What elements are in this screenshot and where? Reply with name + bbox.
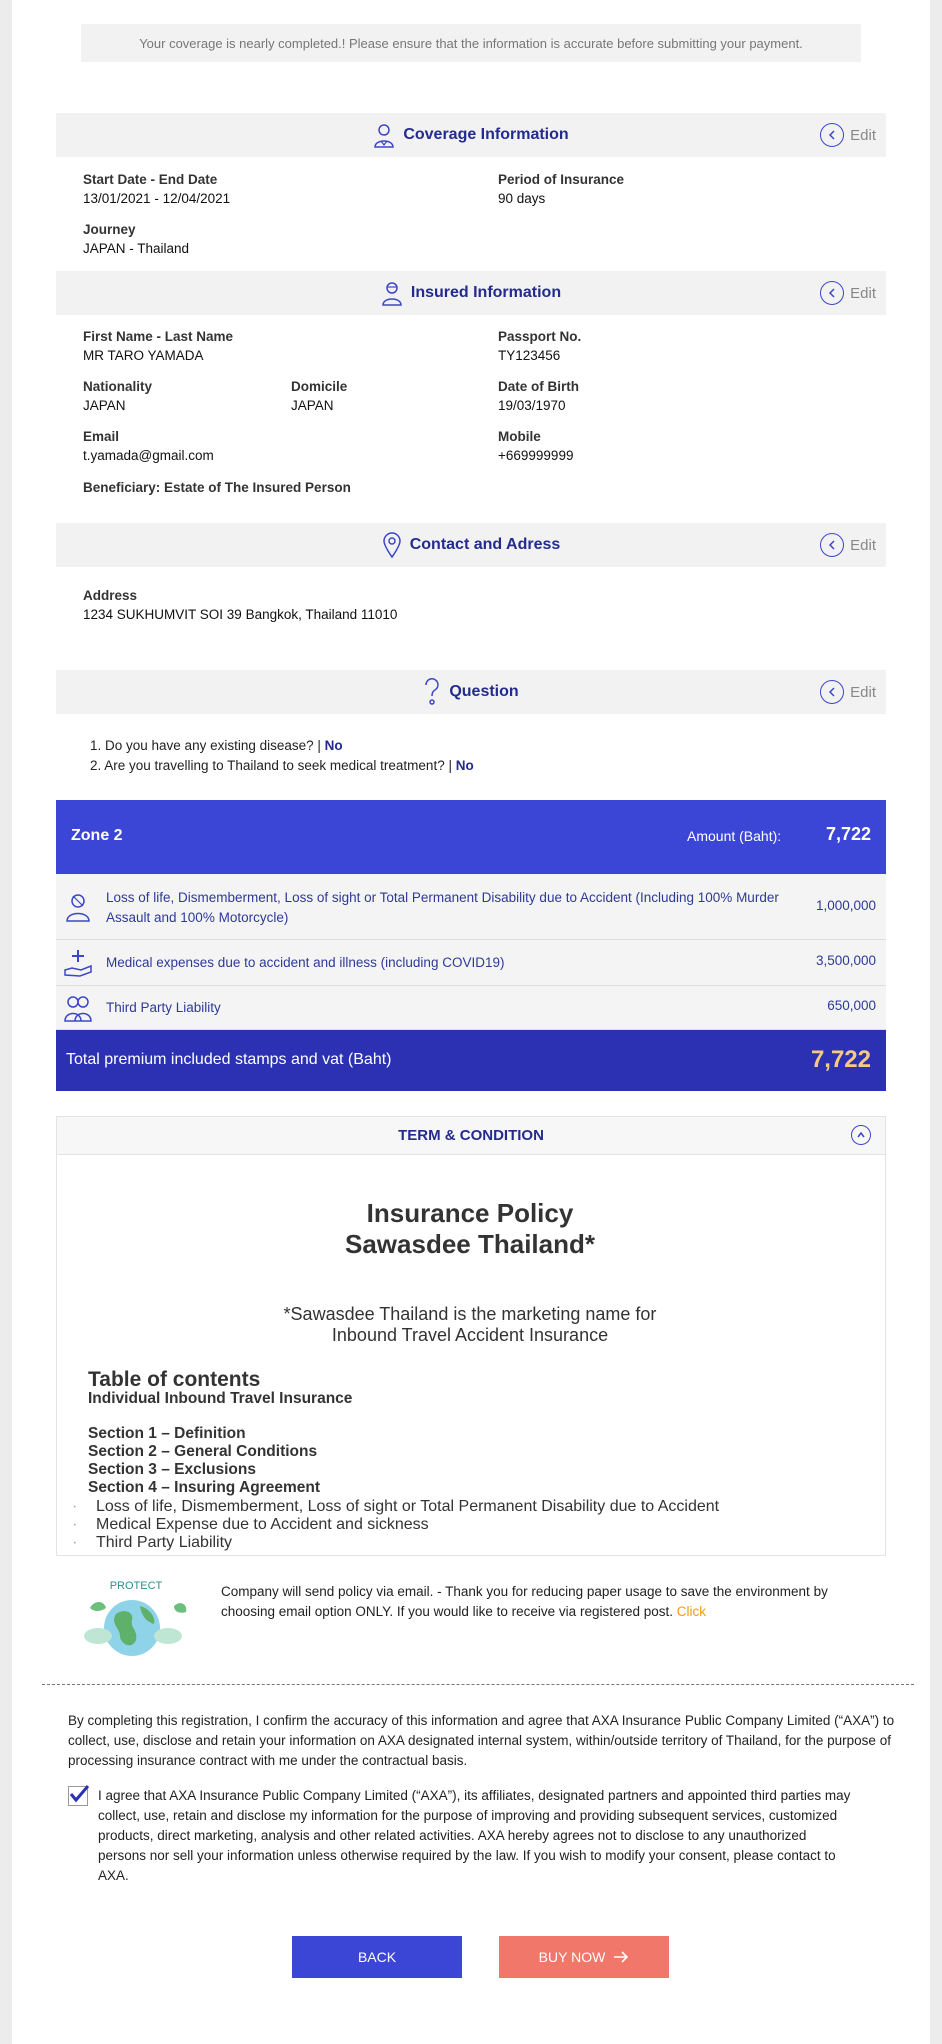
question-title: Question: [449, 683, 519, 700]
toc-section: Section 1 – Definition: [88, 1425, 246, 1442]
notice-text: Your coverage is nearly completed.! Please ensure that the information is accurate before submitting your payment.: [139, 35, 803, 51]
protect-badge-text: PROTECT: [109, 1580, 163, 1592]
domicile-field: Domicile JAPAN: [291, 379, 348, 413]
location-pin-icon: [382, 531, 402, 559]
toc-section: Section 4 – Insuring Agreement: [88, 1479, 320, 1496]
start-end-field: Start Date - End Date 13/01/2021 - 12/04/2021: [83, 172, 231, 206]
total-label: Total premium included stamps and vat (Baht): [66, 1051, 392, 1068]
coverage-title: Coverage Information: [403, 126, 569, 143]
doc-subtitle-1: *Sawasdee Thailand is the marketing name for: [283, 1304, 657, 1324]
divider: [42, 1684, 914, 1685]
toc-bullet: · Medical Expense due to Accident and sickness: [96, 1516, 429, 1534]
terms-header[interactable]: [57, 1117, 885, 1155]
coverage-row: [56, 940, 886, 986]
question-section-header: [56, 670, 886, 714]
question-edit-button[interactable]: [820, 680, 876, 704]
consent-paragraph: By completing this registration, I confirm the accuracy of this information and agree that AXA Insurance Public Company Limited (“AXA”) to collect, use, disclose and retain your information on AXA designated internal system, within/outside territory of Thailand, for the purpose of processing insurance contract with me under the contractual basis.: [68, 1713, 895, 1768]
plan-zone-bar: [56, 800, 886, 874]
amount-label: Amount (Baht):: [687, 828, 782, 844]
zone-name: Zone 2: [71, 827, 123, 844]
total-premium-bar: [56, 1030, 886, 1091]
dob-field: Date of Birth 19/03/1970: [498, 379, 579, 413]
registered-post-link[interactable]: Click: [676, 1604, 707, 1619]
contact-section-header: [56, 523, 886, 567]
doc-subtitle-2: Inbound Travel Accident Insurance: [331, 1325, 609, 1345]
contact-edit-button[interactable]: [820, 533, 876, 557]
chevron-up-icon[interactable]: [851, 1125, 871, 1145]
contact-title: Contact and Adress: [409, 536, 561, 553]
coverage-edit-button[interactable]: [820, 123, 876, 147]
email-note-text: Company will send policy via email. - Thank you for reducing paper usage to save the environment by choosing email option ONLY. If you would like to receive via registered post.: [221, 1584, 828, 1619]
question-2: 2. Are you travelling to Thailand to seek medical treatment? | No: [90, 758, 474, 773]
mobile-field: Mobile +669999999: [498, 429, 574, 463]
doc-title-2: Sawasdee Thailand*: [345, 1229, 595, 1259]
amount-value: 7,722: [825, 824, 871, 844]
protect-earth-icon: [76, 1578, 196, 1660]
email-note: [221, 1582, 871, 1622]
toc-bullet: · Third Party Liability: [96, 1534, 232, 1552]
insured-person-icon: [381, 280, 403, 306]
buy-now-button[interactable]: [499, 1936, 669, 1978]
notice-banner: [81, 24, 861, 62]
journey-field: Journey JAPAN - Thailand: [83, 222, 190, 256]
passport-field: Passport No. TY123456: [498, 329, 582, 363]
toc-bullet: · Loss of life, Dismemberment, Loss of sight or Total Permanent Disability due to Accident: [96, 1498, 719, 1516]
nationality-field: Nationality JAPAN: [83, 379, 153, 413]
back-label: BACK: [357, 1949, 397, 1965]
chevron-left-icon: [820, 123, 844, 147]
consent-agree-text: I agree that AXA Insurance Public Company Limited (“AXA”), its affiliates, designated partners and appointed third parties may collect, use, retain and disclose my information for the purpose of improving and providing subsequent services, customized products, direct marketing, analysis and other related activities. AXA hereby agrees not to disclose to any unauthorized persons nor sell your information unless otherwise required by the law. If you wish to modify your consent, please contact to AXA.: [98, 1788, 851, 1883]
address-field: Address 1234 SUKHUMVIT SOI 39 Bangkok, Thailand 11010: [83, 588, 398, 622]
edit-label: Edit: [850, 536, 876, 554]
coverage-amount: 1,000,000: [815, 898, 876, 913]
coverage-amount: 3,500,000: [815, 953, 876, 968]
insured-title: Insured Information: [410, 284, 562, 301]
coverage-section-header: [56, 113, 886, 157]
arrow-right-icon: [613, 1951, 629, 1963]
email-field: Email t.yamada@gmail.com: [83, 429, 214, 463]
coverage-row: [56, 874, 886, 940]
insured-section-header: [56, 271, 886, 315]
terms-header-label: TERM & CONDITION: [398, 1127, 544, 1144]
insured-edit-button[interactable]: [820, 281, 876, 305]
answer-1: No: [324, 738, 343, 753]
back-button[interactable]: [292, 1936, 462, 1978]
buy-label: BUY NOW: [538, 1949, 606, 1965]
toc-section: Section 3 – Exclusions: [88, 1461, 256, 1478]
page: [12, 0, 930, 2044]
beneficiary-text: Beneficiary: Estate of The Insured Person: [83, 480, 351, 495]
name-field: First Name - Last Name MR TARO YAMADA: [83, 329, 234, 363]
toc-subheading: Individual Inbound Travel Insurance: [88, 1390, 353, 1407]
person-accident-icon: [64, 892, 92, 922]
checkmark-icon: [68, 1784, 90, 1804]
coverage-amount: 650,000: [827, 998, 876, 1013]
period-field: Period of Insurance 90 days: [498, 172, 625, 206]
consent-checkbox[interactable]: [68, 1786, 88, 1806]
toc-heading: Table of contents: [88, 1368, 261, 1391]
chevron-left-icon: [820, 533, 844, 557]
question-mark-icon: [423, 677, 441, 707]
edit-label: Edit: [850, 126, 876, 144]
coverage-text: Loss of life, Dismemberment, Loss of sight or Total Permanent Disability due to Accident (Including 100% Murder Assault and 100% Motorcycle): [106, 890, 779, 925]
medical-hand-icon: [64, 948, 92, 978]
user-icon: [373, 122, 395, 148]
coverage-row: [56, 986, 886, 1030]
toc-section: Section 2 – General Conditions: [88, 1443, 318, 1460]
chevron-left-icon: [820, 680, 844, 704]
question-1: 1. Do you have any existing disease? | No: [90, 738, 343, 753]
chevron-left-icon: [820, 281, 844, 305]
people-icon: [64, 993, 92, 1023]
coverage-text: Medical expenses due to accident and illness (including COVID19): [106, 955, 505, 970]
edit-label: Edit: [850, 284, 876, 302]
answer-2: No: [455, 758, 474, 773]
total-value: 7,722: [810, 1046, 871, 1073]
doc-title-1: Insurance Policy: [366, 1198, 574, 1228]
edit-label: Edit: [850, 683, 876, 701]
coverage-text: Third Party Liability: [106, 1000, 221, 1015]
